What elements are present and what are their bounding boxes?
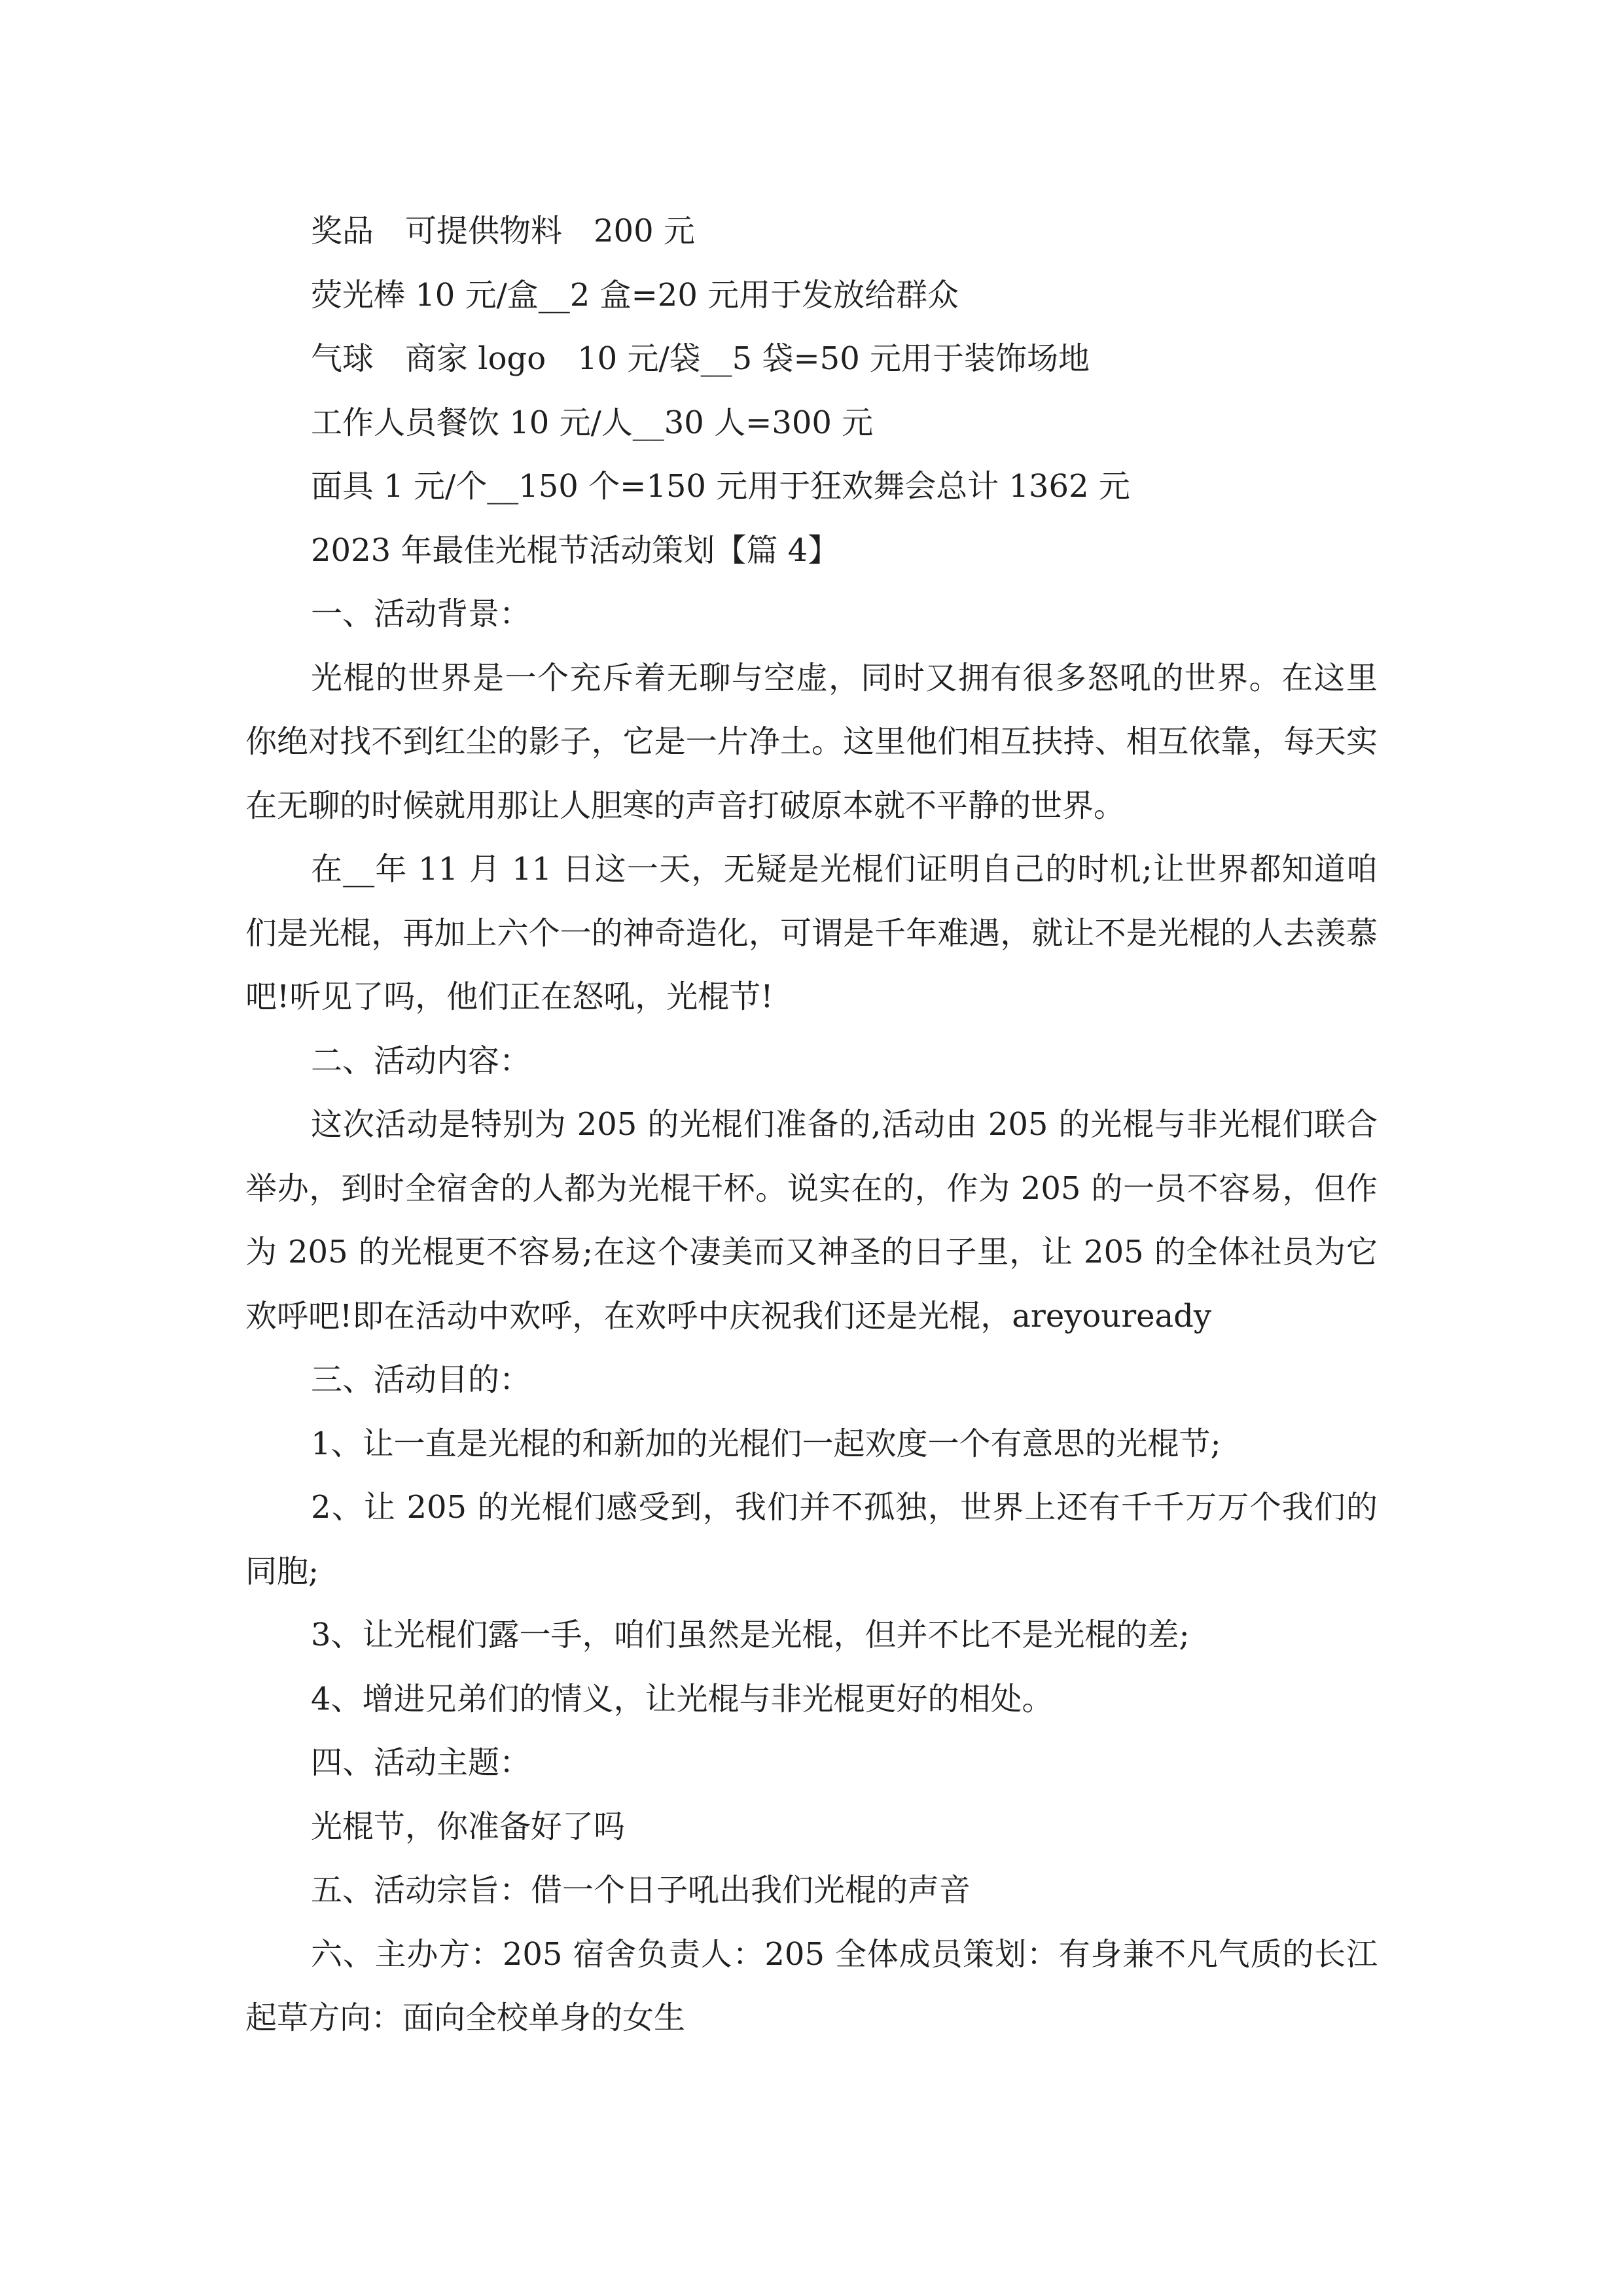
list-item-purpose-4: 4、增进兄弟们的情义，让光棍与非光棍更好的相处。 (311, 1680, 1054, 1717)
paragraph-prize: 奖品 可提供物料 200 元 (311, 213, 695, 249)
heading-theme: 四、活动主题： (311, 1744, 531, 1781)
section-title-part4: 2023 年最佳光棍节活动策划【篇 4】 (311, 531, 840, 569)
paragraph-masks-total: 面具 1 元/个__150 个=150 元用于狂欢舞会总计 1362 元 (311, 468, 1130, 505)
list-item-purpose-1: 1、让一直是光棍的和新加的光棍们一起欢度一个有意思的光棍节; (311, 1425, 1221, 1462)
heading-purpose: 三、活动目的： (311, 1361, 531, 1398)
paragraph-staff-meals: 工作人员餐饮 10 元/人__30 人=300 元 (311, 404, 874, 441)
paragraph-organizer: 六、主办方：205 宿舍负责人：205 全体成员策划：有身兼不凡气质的长江起草方向：面向全校单身的女生 (245, 1935, 1378, 2036)
paragraph-theme: 光棍节，你准备好了吗 (311, 1808, 626, 1845)
heading-content: 二、活动内容： (311, 1042, 531, 1079)
document-body (245, 200, 1378, 2051)
list-item-purpose-3: 3、让光棍们露一手，咱们虽然是光棍，但并不比不是光棍的差; (311, 1617, 1190, 1653)
paragraph-tenet: 五、活动宗旨：借一个日子吼出我们光棍的声音 (311, 1872, 971, 1909)
paragraph-glow-sticks: 荧光棒 10 元/盒__2 盒=20 元用于发放给群众 (311, 276, 959, 314)
heading-background: 一、活动背景： (311, 596, 531, 632)
paragraph-background-1: 光棍的世界是一个充斥着无聊与空虚，同时又拥有很多怒吼的世界。在这里你绝对找不到红尘的影子，它是一片净土。这里他们相互扶持、相互依靠，每天实在无聊的时候就用那让人胆寒的声音打破原本就不平静的世界。 (245, 659, 1378, 824)
paragraph-background-2: 在__年 11 月 11 日这一天，无疑是光棍们证明自己的时机;让世界都知道咱们是光棍，再加上六个一的神奇造化，可谓是千年难遇，就让不是光棍的人去羡慕吧!听见了吗，他们正在怒吼，光棍节! (245, 851, 1378, 1015)
list-item-purpose-2: 2、让 205 的光棍们感受到，我们并不孤独，世界上还有千千万万个我们的同胞; (245, 1489, 1378, 1590)
paragraph-content: 这次活动是特别为 205 的光棍们准备的,活动由 205 的光棍与非光棍们联合举办，到时全宿舍的人都为光棍干杯。说实在的，作为 205 的一员不容易，但作为 205 的光棍更不容易;在这个凄美而又神圣的日子里，让 205 的全体社员为它欢呼吧!即在活动中欢呼，在欢呼中庆祝我们还是光棍，areyouready (245, 1106, 1378, 1335)
paragraph-balloons: 气球 商家 logo 10 元/袋__5 袋=50 元用于装饰场地 (311, 340, 1090, 377)
